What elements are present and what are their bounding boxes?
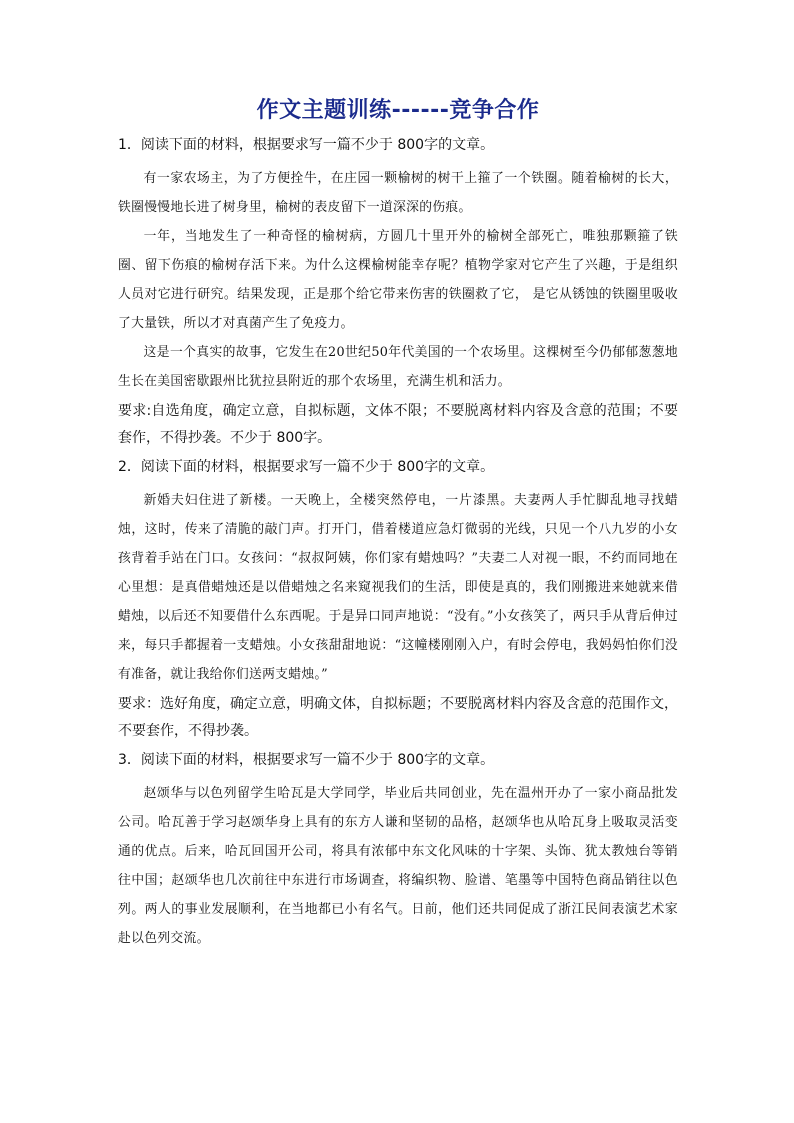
- question-2: [118, 456, 678, 745]
- material-paragraph: 有一家农场主，为了方便拴牛，在庄园一颗榆树的树干上箍了一个铁圈。随着榆树的长大，铁圈慢慢地长进了树身里，榆树的表皮留下一道深深的伤痕。: [118, 171, 678, 215]
- question-prompt: 1．阅读下面的材料，根据要求写一篇不少于 800字的文章。: [118, 137, 495, 153]
- material-text: [118, 779, 678, 953]
- material-paragraph: 新婚夫妇住进了新楼。一天晚上，全楼突然停电，一片漆黑。夫妻两人手忙脚乱地寻找蜡烛，这时，传来了清脆的敲门声。打开门，借着楼道应急灯微弱的光线，只见一个八九岁的小女孩背着手站在门口。女孩问：“叔叔阿姨，你们家有蜡烛吗？”夫妻二人对视一眼，不约而同地在心里想：是真借蜡烛还是以借蜡烛之名来窥视我们的生活，即使是真的，我们刚搬进来她就来借蜡烛，以后还不知要借什么东西呢。于是异口同声地说：“没有。”小女孩笑了，两只手从背后伸过来，每只手都握着一支蜡烛。小女孩甜甜地说：“这幢楼刚刚入户，有时会停电，我妈妈怕你们没有准备，就让我给你们送两支蜡烛。”: [118, 493, 678, 682]
- writing-requirement: 要求:自选角度，确定立意，自拟标题，文体不限；不要脱离材料内容及含意的范围；不要套作，不得抄袭。不少于 800字。: [118, 403, 678, 446]
- material-paragraph: 这是一个真实的故事，它发生在20世纪50年代美国的一个农场里。这棵树至今仍郁郁葱葱地生长在美国密歇跟州比犹拉县附近的那个农场里，充满生机和活力。: [118, 345, 678, 389]
- page-title: 作文主题训练------竞争合作: [256, 98, 540, 123]
- question-prompt: 2．阅读下面的材料，根据要求写一篇不少于 800字的文章。: [118, 459, 495, 475]
- document-page: [118, 96, 678, 953]
- material-text: [118, 486, 678, 689]
- question-prompt: 3．阅读下面的材料，根据要求写一篇不少于 800字的文章。: [118, 752, 495, 768]
- material-paragraph: 赵颂华与以色列留学生哈瓦是大学同学，毕业后共同创业，先在温州开办了一家小商品批发公司。哈瓦善于学习赵颂华身上具有的东方人谦和坚韧的品格，赵颂华也从哈瓦身上吸取灵活变通的优点。后来，哈瓦回国开公司，将具有浓郁中东文化风味的十字架、头饰、犹太教烛台等销往中国；赵颂华也几次前往中东进行市场调查，将编织物、脸谱、笔墨等中国特色商品销往以色列。两人的事业发展顺利，在当地都已小有名气。日前，他们还共同促成了浙江民间表演艺术家赴以色列交流。: [118, 786, 678, 946]
- question-1: [118, 134, 678, 452]
- material-text: [118, 164, 678, 396]
- material-paragraph: 一年，当地发生了一种奇怪的榆树病，方圆几十里开外的榆树全部死亡，唯独那颗箍了铁圈、留下伤痕的榆树存活下来。为什么这棵榆树能幸存呢？植物学家对它产生了兴趣，于是组织人员对它进行研究。结果发现，正是那个给它带来伤害的铁圈救了它， 是它从锈蚀的铁圈里吸收了大量铁，所以才对真菌产生了免疫力。: [118, 229, 678, 331]
- writing-requirement: 要求：选好角度，确定立意，明确文体，自拟标题；不要脱离材料内容及含意的范围作文，不要套作，不得抄袭。: [118, 696, 678, 739]
- question-3: [118, 749, 678, 953]
